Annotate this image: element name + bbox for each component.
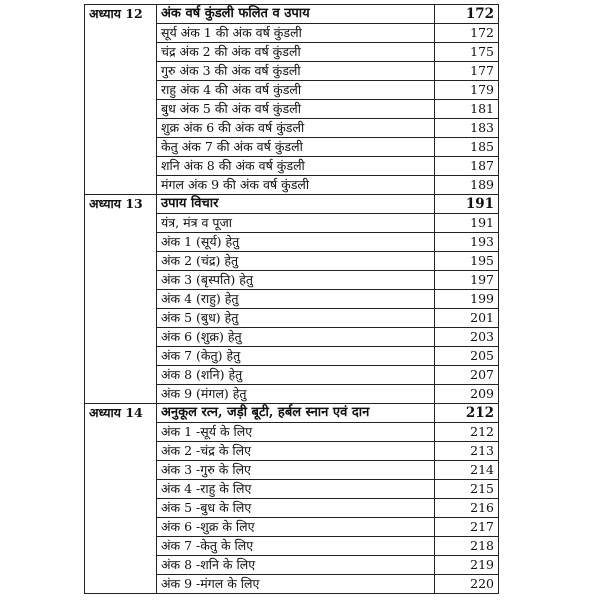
toc-entry-page: 183 xyxy=(435,119,499,138)
toc-entry-title: गुरु अंक 3 की अंक वर्ष कुंडली xyxy=(157,62,435,81)
toc-entry-title: अंक 3 (बृस्पति) हेतु xyxy=(157,271,435,290)
toc-entry-title: सूर्य अंक 1 की अंक वर्ष कुंडली xyxy=(157,24,435,43)
toc-entry-title: अंक 9 (मंगल) हेतु xyxy=(157,385,435,404)
toc-entry-page: 205 xyxy=(435,347,499,366)
chapter-row xyxy=(85,404,499,423)
toc-entry-page: 175 xyxy=(435,43,499,62)
toc-entry-page: 207 xyxy=(435,366,499,385)
toc-entry-title: केतु अंक 7 की अंक वर्ष कुंडली xyxy=(157,138,435,157)
toc-entry-page: 213 xyxy=(435,442,499,461)
toc-entry-page: 217 xyxy=(435,518,499,537)
toc-entry-title: मंगल अंक 9 की अंक वर्ष कुंडली xyxy=(157,176,435,195)
toc-entry-title: यंत्र, मंत्र व पूजा xyxy=(157,214,435,233)
chapter-label: अध्याय 14 xyxy=(85,404,157,594)
toc-entry-page: 189 xyxy=(435,176,499,195)
toc-entry-title: अंक 9 -मंगल के लिए xyxy=(157,575,435,594)
toc-entry-title: बुध अंक 5 की अंक वर्ष कुंडली xyxy=(157,100,435,119)
toc-entry-title: अंक 5 (बुध) हेतु xyxy=(157,309,435,328)
toc-entry-page: 187 xyxy=(435,157,499,176)
toc-entry-page: 220 xyxy=(435,575,499,594)
toc-entry-page: 185 xyxy=(435,138,499,157)
toc-entry-page: 201 xyxy=(435,309,499,328)
toc-entry-title: अंक 3 -गुरु के लिए xyxy=(157,461,435,480)
chapter-label: अध्याय 12 xyxy=(85,5,157,195)
toc-entry-page: 214 xyxy=(435,461,499,480)
toc-entry-page: 197 xyxy=(435,271,499,290)
toc-entry-page: 218 xyxy=(435,537,499,556)
toc-entry-page: 193 xyxy=(435,233,499,252)
toc-entry-title: अंक 1 (सूर्य) हेतु xyxy=(157,233,435,252)
chapter-page: 212 xyxy=(435,404,499,423)
toc-entry-page: 179 xyxy=(435,81,499,100)
chapter-page: 191 xyxy=(435,195,499,214)
toc-entry-title: अंक 6 -शुक्र के लिए xyxy=(157,518,435,537)
toc-entry-title: अंक 7 (केतु) हेतु xyxy=(157,347,435,366)
toc-entry-title: अंक 2 -चंद्र के लिए xyxy=(157,442,435,461)
toc-entry-title: अंक 1 -सूर्य के लिए xyxy=(157,423,435,442)
toc-entry-title: अंक 8 (शनि) हेतु xyxy=(157,366,435,385)
toc-entry-title: अंक 6 (शुक्र) हेतु xyxy=(157,328,435,347)
toc-entry-page: 219 xyxy=(435,556,499,575)
toc-entry-page: 216 xyxy=(435,499,499,518)
chapter-label: अध्याय 13 xyxy=(85,195,157,404)
toc-entry-title: अंक 4 -राहु के लिए xyxy=(157,480,435,499)
chapter-page: 172 xyxy=(435,5,499,24)
chapter-row xyxy=(85,5,499,24)
toc-entry-page: 172 xyxy=(435,24,499,43)
toc-entry-title: अंक 5 -बुध के लिए xyxy=(157,499,435,518)
toc-entry-title: अंक 4 (राहु) हेतु xyxy=(157,290,435,309)
toc-entry-title: अंक 8 -शनि के लिए xyxy=(157,556,435,575)
chapter-row xyxy=(85,195,499,214)
toc-entry-title: शुक्र अंक 6 की अंक वर्ष कुंडली xyxy=(157,119,435,138)
chapter-title: अनुकूल रत्न, जड़ी बूटी, हर्बल स्नान एवं दान xyxy=(157,404,435,423)
chapter-title: अंक वर्ष कुंडली फलित व उपाय xyxy=(157,5,435,24)
toc-entry-page: 191 xyxy=(435,214,499,233)
toc-entry-page: 199 xyxy=(435,290,499,309)
table-of-contents xyxy=(84,4,499,594)
toc-entry-title: अंक 2 (चंद्र) हेतु xyxy=(157,252,435,271)
toc-entry-page: 177 xyxy=(435,62,499,81)
toc-entry-title: राहु अंक 4 की अंक वर्ष कुंडली xyxy=(157,81,435,100)
toc-entry-title: शनि अंक 8 की अंक वर्ष कुंडली xyxy=(157,157,435,176)
toc-entry-page: 181 xyxy=(435,100,499,119)
toc-entry-page: 215 xyxy=(435,480,499,499)
toc-entry-title: चंद्र अंक 2 की अंक वर्ष कुंडली xyxy=(157,43,435,62)
toc-entry-page: 195 xyxy=(435,252,499,271)
toc-entry-title: अंक 7 -केतु के लिए xyxy=(157,537,435,556)
toc-entry-page: 212 xyxy=(435,423,499,442)
toc-entry-page: 209 xyxy=(435,385,499,404)
chapter-title: उपाय विचार xyxy=(157,195,435,214)
toc-entry-page: 203 xyxy=(435,328,499,347)
